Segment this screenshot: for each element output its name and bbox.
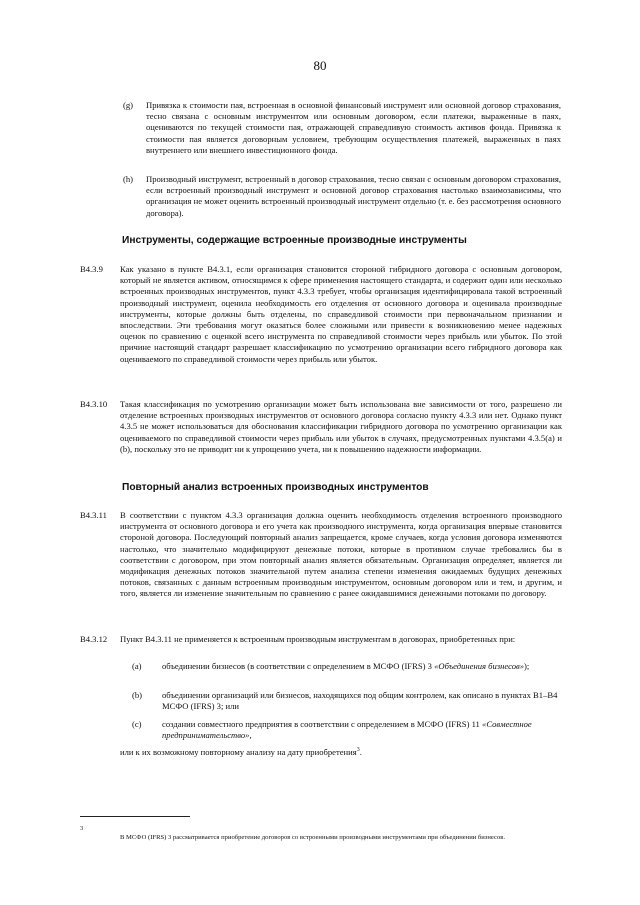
list-text: объединении бизнесов (в соответствии с определением в МСФО (IFRS) 3: [162, 661, 432, 671]
paragraph-b4-3-9: [80, 264, 562, 394]
list-tail: ,: [249, 730, 252, 741]
list-text: объединении организаций или бизнесов, находящихся под общим контролем, как описано в пунктах B1–B4 МСФО (IFRS) 3; или: [162, 690, 558, 712]
list-letter: (a): [132, 661, 142, 671]
closing-text: или к их возможному повторному анализу на дату приобретения: [120, 747, 357, 757]
standard-title: «Совместное предпринимательство»: [162, 719, 532, 741]
standard-title: «Объединения бизнесов»: [434, 661, 525, 671]
list-item-c: [132, 719, 562, 743]
paragraph-text: Такая классификация по усмотрению организации может быть использована вне зависимости от того, разрешено ли отделение встроенных производных инструментов от основного договора согласно пункту 4.3.3 или нет. Однако пункт 4.3.5 не может использоваться для обоснования классификации гибридного договора по усмотрению организации как оцениваемого по справедливой стоимости через прибыль или убыток в случаях, предусмотренных пунктами 4.3.5(a) и (b), поскольку это не приводит ни к упрощению учета, ни к повышению надежности информации.: [120, 399, 562, 454]
list-item-a: [132, 661, 562, 685]
paragraph-number: B4.3.10: [80, 399, 108, 409]
list-letter: (g): [123, 100, 134, 110]
paragraph-text: Пункт B4.3.11 не применяется к встроенным производным инструментам в договорах, приобретенных при:: [120, 634, 516, 644]
paragraph-number: B4.3.9: [80, 264, 103, 274]
list-item-b: [132, 690, 562, 714]
list-tail: );: [524, 661, 530, 671]
list-text: Привязка к стоимости пая, встроенная в основной финансовый инструмент или основной договор страхования, тесно связана с основным инструментом или основным договором, если платежи, выраженные в паях, оцениваются по текущей стоимости пая, отражающей справедливую стоимость активов фонда. Привязка к стоимости пая является договорным условием, требующим осуществления платежей, выраженных в паях внутреннего или внешнего инвестиционного фонда.: [146, 100, 561, 155]
paragraph-text: Как указано в пункте B4.3.1, если организация становится стороной гибридного договора с основным договором, который не является активом, относящимся к сфере применения настоящего стандарта, и содержит один или несколько встроенных производных инструментов, пункт 4.3.3 требует, чтобы организация идентифицировала такой встроенный производный инструмент, оценила необходимость его отделения от основного договора и оценивала производные инструменты, которые должны быть отделены, по справедливой стоимости при первоначальном признании и впоследствии. Эти требования могут оказаться более сложными или привести к возникновению менее надежных оценок по сравнению с оценкой всего инструмента по справедливой стоимости через прибыль или убыток. По этой причине настоящий стандарт разрешает классификацию по усмотрению организации всего гибридного договора как оцениваемого по справедливой стоимости через прибыль или убыток.: [120, 264, 562, 364]
paragraph-b4-3-10: [80, 399, 562, 469]
list-letter: (h): [123, 174, 134, 184]
footnote-ref: 3: [356, 747, 360, 754]
list-text: Производный инструмент, встроенный в договор страхования, тесно связан с основным договором страхования, если встроенный производный инструмент и основной договор страхования настолько взаимозависимы, что организация не может оценить встроенный производный инструмент отдельно (т. е. без рассмотрения основного договора).: [146, 174, 561, 218]
list-item-h: [123, 174, 561, 222]
list-letter: (b): [132, 690, 143, 700]
footnote: [80, 824, 562, 846]
paragraph-number: B4.3.12: [80, 634, 108, 644]
paragraph-number: B4.3.11: [80, 510, 107, 520]
paragraph-b4-3-11: [80, 510, 562, 626]
list-text: создании совместного предприятия в соответствии с определением в МСФО (IFRS) 11: [162, 719, 480, 729]
footnote-text: В МСФО (IFRS) 3 рассматривается приобретение договоров со встроенными производными инструментами при объединении бизнесов.: [120, 834, 506, 841]
footnote-divider: [80, 816, 190, 817]
footnote-number: 3: [80, 825, 84, 832]
section-heading: Инструменты, содержащие встроенные производные инструменты: [122, 235, 467, 246]
paragraph-b4-3-12: [80, 634, 562, 658]
paragraph-text: В соответствии с пунктом 4.3.3 организация должна оценить необходимость отделения встроенного производного инструмента от основного договора и его учета как производного инструмента, когда организация впервые становится стороной договора. Последующий повторный анализ запрещается, кроме случаев, когда условия договора изменяются настолько, что значительно модифицируют денежные потоки, которые в противном случае требовались бы в соответствии с договором, при этом повторный анализ является обязательным. Организация определяет, является ли модификация денежных потоков значительной путем анализа степени изменения ожидаемых будущих денежных потоков, связанных с данным встроенным производным инструментом, основным договором или и тем, и другим, и того, является ли изменение значительным по сравнению с ранее ожидавшимися денежными потоками по договору.: [120, 510, 562, 599]
list-letter: (c): [132, 719, 142, 729]
section-heading: Повторный анализ встроенных производных инструментов: [122, 482, 429, 493]
page-number: 80: [313, 58, 327, 73]
list-item-g: [123, 100, 561, 170]
closing-line: или к их возможному повторному анализу на дату приобретения$^3$.: [120, 747, 362, 757]
